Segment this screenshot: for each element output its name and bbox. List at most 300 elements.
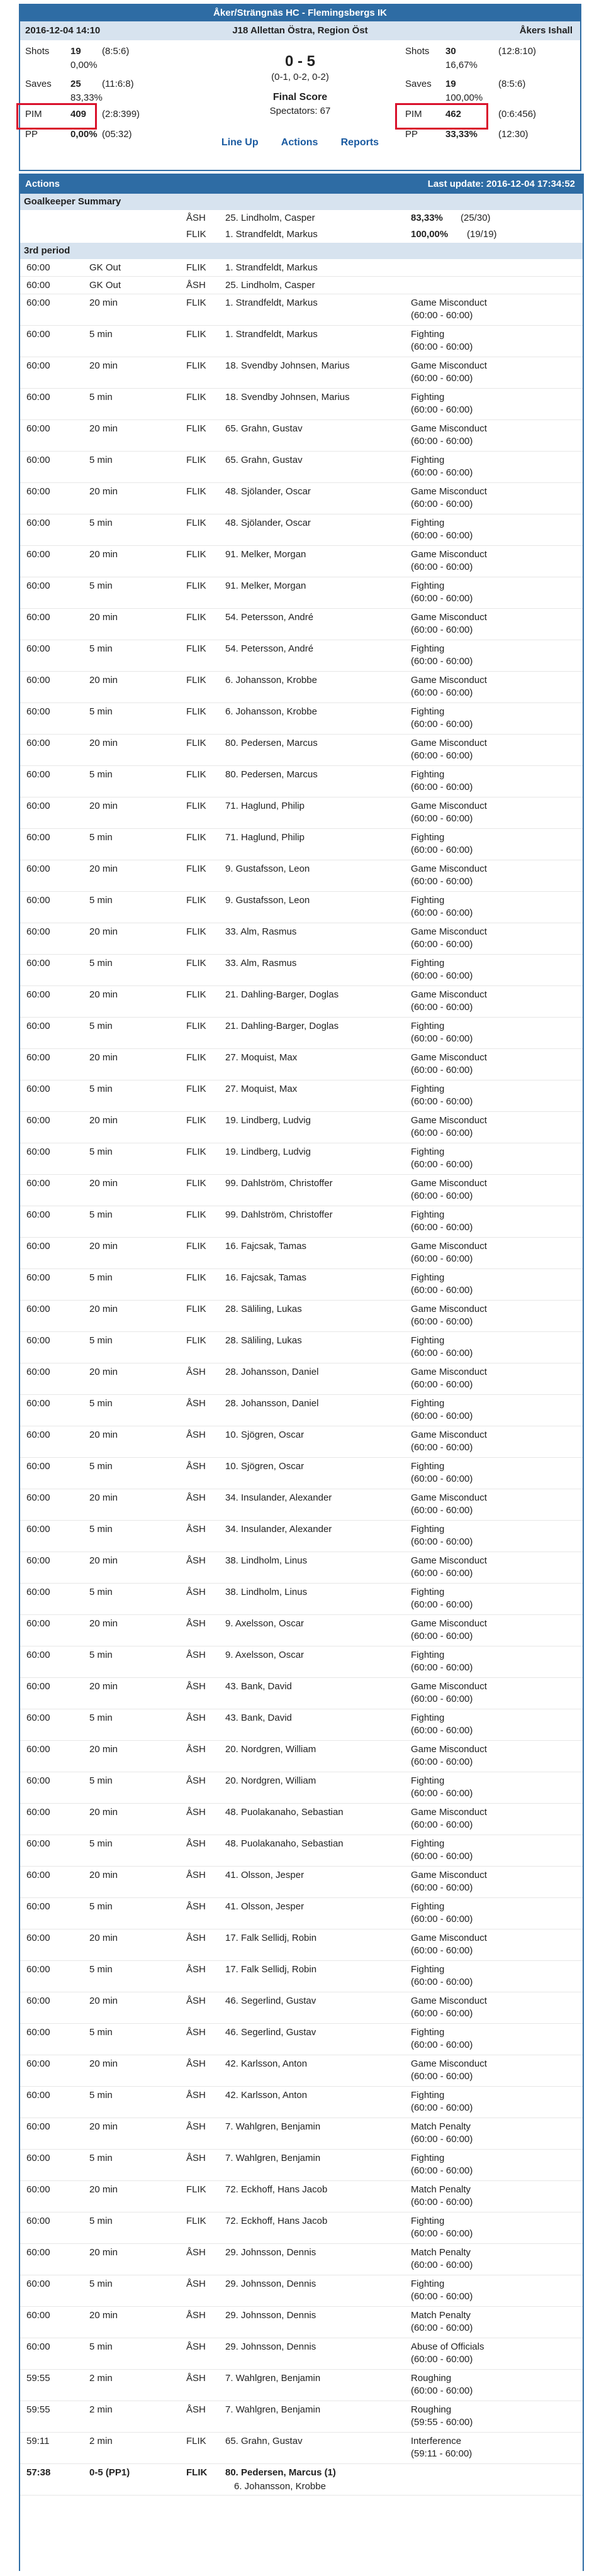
event-row xyxy=(20,1175,583,1206)
home-shots-label: Shots xyxy=(25,46,50,57)
event-type: 2 min xyxy=(89,2404,113,2415)
event-team: FLIK xyxy=(186,612,206,623)
event-team: FLIK xyxy=(186,518,206,528)
goal-score: 0-5 (PP1) xyxy=(89,2467,130,2478)
event-team: FLIK xyxy=(186,1115,206,1126)
event-row xyxy=(20,1584,583,1615)
event-player: 80. Pedersen, Marcus xyxy=(225,769,318,780)
event-penalty: Match Penalty xyxy=(411,2184,471,2195)
event-type: 5 min xyxy=(89,1713,113,1723)
away-saves-pct: 100,00% xyxy=(445,92,483,103)
event-type: GK Out xyxy=(89,280,121,291)
event-type: 20 min xyxy=(89,486,118,497)
event-penalty-time: (60:00 - 60:00) xyxy=(411,1662,473,1673)
event-time: 60:00 xyxy=(26,926,50,937)
event-penalty-time: (60:00 - 60:00) xyxy=(411,310,473,321)
event-team: FLIK xyxy=(186,1209,206,1220)
event-penalty: Fighting xyxy=(411,1272,445,1283)
event-penalty-time: (60:00 - 60:00) xyxy=(411,1536,473,1547)
home-saves-value: 25 xyxy=(70,79,81,89)
event-penalty: Fighting xyxy=(411,580,445,591)
event-time: 60:00 xyxy=(26,329,50,340)
event-team: ÅSH xyxy=(186,2404,206,2415)
event-time: 60:00 xyxy=(26,2216,50,2226)
event-player: 29. Johnsson, Dennis xyxy=(225,2310,316,2321)
event-row xyxy=(20,2433,583,2464)
event-row xyxy=(20,1489,583,1521)
event-time: 60:00 xyxy=(26,1996,50,2006)
event-player: 43. Bank, David xyxy=(225,1713,292,1723)
event-penalty: Game Misconduct xyxy=(411,1430,487,1440)
event-penalty: Fighting xyxy=(411,1524,445,1535)
event-type: 5 min xyxy=(89,1272,113,1283)
event-team: ÅSH xyxy=(186,2341,206,2352)
event-penalty: Game Misconduct xyxy=(411,549,487,560)
event-penalty-time: (60:00 - 60:00) xyxy=(411,908,473,918)
away-shots-value: 30 xyxy=(445,46,456,57)
event-team: ÅSH xyxy=(186,280,206,291)
event-penalty: Game Misconduct xyxy=(411,1115,487,1126)
event-player: 99. Dahlström, Christoffer xyxy=(225,1209,333,1220)
event-team: ÅSH xyxy=(186,1713,206,1723)
event-time: 60:00 xyxy=(26,2121,50,2132)
event-type: 2 min xyxy=(89,2373,113,2384)
event-time: 60:00 xyxy=(26,2058,50,2069)
event-row xyxy=(20,2212,583,2244)
event-penalty-time: (60:00 - 60:00) xyxy=(411,1002,473,1013)
event-type: 20 min xyxy=(89,2184,118,2195)
event-team: ÅSH xyxy=(186,1933,206,1943)
event-row xyxy=(20,2307,583,2338)
gk-save-pct: 83,33% xyxy=(411,213,443,223)
event-time: 60:00 xyxy=(26,832,50,843)
event-time: 59:55 xyxy=(26,2404,50,2415)
event-penalty: Game Misconduct xyxy=(411,1304,487,1314)
event-penalty-time: (60:00 - 60:00) xyxy=(411,1977,473,1987)
event-player: 17. Falk Sellidj, Robin xyxy=(225,1964,317,1975)
event-time: 60:00 xyxy=(26,958,50,969)
event-player: 27. Moquist, Max xyxy=(225,1052,298,1063)
event-time: 60:00 xyxy=(26,1084,50,1094)
event-penalty: Game Misconduct xyxy=(411,1933,487,1943)
event-type: 5 min xyxy=(89,1461,113,1472)
event-time: 59:55 xyxy=(26,2373,50,2384)
event-penalty-time: (60:00 - 60:00) xyxy=(411,1945,473,1956)
event-penalty-time: (60:00 - 60:00) xyxy=(411,2260,473,2270)
event-row xyxy=(20,1741,583,1772)
event-penalty-time: (60:00 - 60:00) xyxy=(411,593,473,604)
event-time: 60:00 xyxy=(26,2310,50,2321)
event-player: 21. Dahling-Barger, Doglas xyxy=(225,1021,339,1031)
event-time: 60:00 xyxy=(26,2247,50,2258)
event-type: 5 min xyxy=(89,832,113,843)
event-row xyxy=(20,2087,583,2118)
event-penalty-time: (60:00 - 60:00) xyxy=(411,845,473,855)
event-penalty-time: (60:00 - 60:00) xyxy=(411,813,473,824)
event-team: ÅSH xyxy=(186,1650,206,1660)
event-team: ÅSH xyxy=(186,2027,206,2038)
away-pp-label: PP xyxy=(405,129,418,140)
event-team: FLIK xyxy=(186,329,206,340)
event-penalty-time: (60:00 - 60:00) xyxy=(411,1819,473,1830)
event-row xyxy=(20,2275,583,2307)
away-shots-label: Shots xyxy=(405,46,430,57)
gk-saves-detail: (19/19) xyxy=(467,229,497,240)
event-team: ÅSH xyxy=(186,1524,206,1535)
event-type: 20 min xyxy=(89,926,118,937)
event-time: 60:00 xyxy=(26,1838,50,1849)
event-penalty: Fighting xyxy=(411,1146,445,1157)
event-type: 5 min xyxy=(89,895,113,906)
event-penalty: Game Misconduct xyxy=(411,1870,487,1880)
event-row xyxy=(20,1678,583,1709)
event-time: 60:00 xyxy=(26,1367,50,1377)
event-player: 27. Moquist, Max xyxy=(225,1084,298,1094)
event-penalty: Fighting xyxy=(411,958,445,969)
event-type: 5 min xyxy=(89,958,113,969)
away-saves-label: Saves xyxy=(405,79,432,89)
event-penalty: Match Penalty xyxy=(411,2310,471,2321)
event-row xyxy=(20,860,583,892)
event-player: 72. Eckhoff, Hans Jacob xyxy=(225,2184,328,2195)
event-team: FLIK xyxy=(186,2184,206,2195)
event-team: FLIK xyxy=(186,863,206,874)
event-type: 5 min xyxy=(89,1964,113,1975)
event-penalty-time: (60:00 - 60:00) xyxy=(411,1882,473,1893)
event-penalty-time: (60:00 - 60:00) xyxy=(411,1096,473,1107)
event-penalty: Fighting xyxy=(411,329,445,340)
event-type: 5 min xyxy=(89,1398,113,1409)
home-pp-time: (05:32) xyxy=(102,129,132,140)
event-team: FLIK xyxy=(186,926,206,937)
event-type: 5 min xyxy=(89,769,113,780)
event-row xyxy=(20,1143,583,1175)
event-type: 5 min xyxy=(89,329,113,340)
event-penalty-time: (60:00 - 60:00) xyxy=(411,1379,473,1390)
event-penalty-time: (60:00 - 60:00) xyxy=(411,1568,473,1579)
event-player: 28. Johansson, Daniel xyxy=(225,1398,319,1409)
goalkeeper-summary-heading: Goalkeeper Summary xyxy=(20,194,583,210)
event-time: 60:00 xyxy=(26,1901,50,1912)
event-row xyxy=(20,577,583,609)
event-time: 60:00 xyxy=(26,580,50,591)
gk-name: 25. Lindholm, Casper xyxy=(225,213,315,223)
event-penalty-time: (60:00 - 60:00) xyxy=(411,2385,473,2396)
event-player: 71. Haglund, Philip xyxy=(225,801,305,811)
event-time: 60:00 xyxy=(26,1146,50,1157)
scoreboard xyxy=(19,4,581,171)
last-update: Last update: 2016-12-04 17:34:52 xyxy=(427,179,575,189)
event-penalty-time: (60:00 - 60:00) xyxy=(411,1348,473,1358)
event-time: 60:00 xyxy=(26,1398,50,1409)
event-penalty-time: (60:00 - 60:00) xyxy=(411,1694,473,1704)
event-team: FLIK xyxy=(186,297,206,308)
away-shots-pct: 16,67% xyxy=(445,60,478,70)
event-team: ÅSH xyxy=(186,2247,206,2258)
event-player: 6. Johansson, Krobbe xyxy=(225,675,317,686)
event-row xyxy=(20,1867,583,1898)
event-team: FLIK xyxy=(186,738,206,748)
event-type: 20 min xyxy=(89,1870,118,1880)
event-team: ÅSH xyxy=(186,1870,206,1880)
reports-link[interactable]: Reports xyxy=(340,137,379,148)
goalkeeper-row xyxy=(20,210,583,226)
event-penalty-time: (60:00 - 60:00) xyxy=(411,1222,473,1233)
event-penalty: Fighting xyxy=(411,2279,445,2289)
event-row xyxy=(20,640,583,672)
event-row xyxy=(20,797,583,829)
event-type: 5 min xyxy=(89,706,113,717)
event-penalty: Fighting xyxy=(411,1335,445,1346)
event-player: 48. Puolakanaho, Sebastian xyxy=(225,1838,344,1849)
event-team: ÅSH xyxy=(186,1964,206,1975)
event-row xyxy=(20,1049,583,1080)
away-shots-split: (12:8:10) xyxy=(498,46,537,57)
event-penalty-time: (60:00 - 60:00) xyxy=(411,2165,473,2176)
event-row xyxy=(20,357,583,389)
event-penalty: Fighting xyxy=(411,706,445,717)
event-player: 7. Wahlgren, Benjamin xyxy=(225,2153,321,2163)
event-time: 60:00 xyxy=(26,706,50,717)
event-type: GK Out xyxy=(89,262,121,273)
away-pim-split: (0:6:456) xyxy=(498,109,537,119)
event-penalty: Game Misconduct xyxy=(411,1618,487,1629)
event-penalty-time: (60:00 - 60:00) xyxy=(411,1631,473,1641)
event-team: ÅSH xyxy=(186,1492,206,1503)
event-player: 91. Melker, Morgan xyxy=(225,549,306,560)
event-type: 20 min xyxy=(89,1115,118,1126)
event-penalty-time: (60:00 - 60:00) xyxy=(411,2197,473,2207)
event-penalty: Fighting xyxy=(411,2216,445,2226)
event-player: 65. Grahn, Gustav xyxy=(225,455,303,465)
home-shots-split: (8:5:6) xyxy=(102,46,130,57)
event-team: FLIK xyxy=(186,1304,206,1314)
event-row xyxy=(20,2024,583,2055)
event-player: 65. Grahn, Gustav xyxy=(225,423,303,434)
event-time: 60:00 xyxy=(26,1461,50,1472)
event-player: 43. Bank, David xyxy=(225,1681,292,1692)
event-time: 60:00 xyxy=(26,1681,50,1692)
event-penalty: Fighting xyxy=(411,1901,445,1912)
goal-assist: 6. Johansson, Krobbe xyxy=(234,2481,326,2492)
event-penalty: Game Misconduct xyxy=(411,486,487,497)
event-player: 72. Eckhoff, Hans Jacob xyxy=(225,2216,328,2226)
event-team: ÅSH xyxy=(186,1901,206,1912)
event-row xyxy=(20,1363,583,1395)
event-penalty-time: (60:00 - 60:00) xyxy=(411,1757,473,1767)
game-info-bar xyxy=(20,21,580,40)
event-row xyxy=(20,2181,583,2212)
event-row xyxy=(20,672,583,703)
event-player: 71. Haglund, Philip xyxy=(225,832,305,843)
event-penalty: Game Misconduct xyxy=(411,1555,487,1566)
event-player: 48. Sjölander, Oscar xyxy=(225,486,311,497)
event-time: 60:00 xyxy=(26,1524,50,1535)
event-row xyxy=(20,609,583,640)
event-team: ÅSH xyxy=(186,2121,206,2132)
away-saves-split: (8:5:6) xyxy=(498,79,526,89)
event-type: 20 min xyxy=(89,549,118,560)
event-type: 5 min xyxy=(89,1587,113,1597)
event-type: 20 min xyxy=(89,1430,118,1440)
event-team: FLIK xyxy=(186,360,206,371)
event-team: ÅSH xyxy=(186,2090,206,2101)
event-time: 60:00 xyxy=(26,643,50,654)
event-type: 20 min xyxy=(89,2247,118,2258)
event-team: ÅSH xyxy=(186,1430,206,1440)
event-type: 20 min xyxy=(89,1304,118,1314)
event-type: 20 min xyxy=(89,1807,118,1818)
event-penalty-time: (60:00 - 60:00) xyxy=(411,436,473,447)
event-team: FLIK xyxy=(186,1272,206,1283)
event-type: 20 min xyxy=(89,1178,118,1189)
event-penalty-time: (60:00 - 60:00) xyxy=(411,2228,473,2239)
event-penalty-time: (60:00 - 60:00) xyxy=(411,1253,473,1264)
away-pp-time: (12:30) xyxy=(498,129,528,140)
event-penalty-time: (60:00 - 60:00) xyxy=(411,656,473,667)
event-type: 20 min xyxy=(89,1367,118,1377)
event-penalty: Game Misconduct xyxy=(411,1681,487,1692)
event-penalty: Fighting xyxy=(411,1461,445,1472)
event-penalty-time: (60:00 - 60:00) xyxy=(411,782,473,792)
event-type: 20 min xyxy=(89,801,118,811)
event-penalty-time: (60:00 - 60:00) xyxy=(411,750,473,761)
home-saves-pct: 83,33% xyxy=(70,92,103,103)
event-penalty-time: (60:00 - 60:00) xyxy=(411,1316,473,1327)
event-type: 20 min xyxy=(89,1996,118,2006)
event-row xyxy=(20,829,583,860)
home-pp-label: PP xyxy=(25,129,38,140)
event-penalty-time: (59:55 - 60:00) xyxy=(411,2417,473,2428)
event-player: 29. Johnsson, Dennis xyxy=(225,2247,316,2258)
event-penalty-time: (60:00 - 60:00) xyxy=(411,625,473,635)
event-player: 9. Gustafsson, Leon xyxy=(225,863,310,874)
event-team: ÅSH xyxy=(186,2153,206,2163)
event-penalty-time: (60:00 - 60:00) xyxy=(411,876,473,887)
event-team: ÅSH xyxy=(186,2279,206,2289)
event-team: FLIK xyxy=(186,801,206,811)
event-penalty: Fighting xyxy=(411,2153,445,2163)
event-penalty-time: (60:00 - 60:00) xyxy=(411,499,473,509)
event-row xyxy=(20,389,583,420)
event-row xyxy=(20,2150,583,2181)
gk-saves-detail: (25/30) xyxy=(461,213,491,223)
event-time: 60:00 xyxy=(26,1775,50,1786)
event-time: 60:00 xyxy=(26,1209,50,1220)
event-penalty-time: (60:00 - 60:00) xyxy=(411,467,473,478)
gk-team: FLIK xyxy=(186,229,206,240)
event-penalty-time: (60:00 - 60:00) xyxy=(411,2323,473,2333)
event-penalty: Game Misconduct xyxy=(411,738,487,748)
event-penalty: Fighting xyxy=(411,1838,445,1849)
event-penalty: Roughing xyxy=(411,2373,452,2384)
event-row xyxy=(20,1080,583,1112)
event-penalty-time: (60:00 - 60:00) xyxy=(411,2134,473,2145)
event-player: 7. Wahlgren, Benjamin xyxy=(225,2373,321,2384)
event-team: FLIK xyxy=(186,675,206,686)
event-type: 5 min xyxy=(89,580,113,591)
event-row xyxy=(20,1961,583,1992)
event-team: ÅSH xyxy=(186,2058,206,2069)
event-penalty-time: (60:00 - 60:00) xyxy=(411,2040,473,2050)
event-type: 5 min xyxy=(89,2153,113,2163)
event-type: 5 min xyxy=(89,1084,113,1094)
event-penalty: Fighting xyxy=(411,1775,445,1786)
event-time: 60:00 xyxy=(26,1335,50,1346)
event-player: 91. Melker, Morgan xyxy=(225,580,306,591)
event-team: FLIK xyxy=(186,958,206,969)
event-row xyxy=(20,1709,583,1741)
event-team: ÅSH xyxy=(186,1461,206,1472)
event-row xyxy=(20,923,583,955)
event-time: 60:00 xyxy=(26,1052,50,1063)
event-penalty-time: (60:00 - 60:00) xyxy=(411,1505,473,1516)
event-team: FLIK xyxy=(186,706,206,717)
event-row xyxy=(20,2338,583,2370)
event-time: 60:00 xyxy=(26,895,50,906)
event-penalty: Fighting xyxy=(411,769,445,780)
event-player: 29. Johnsson, Dennis xyxy=(225,2341,316,2352)
event-type: 5 min xyxy=(89,1209,113,1220)
event-row xyxy=(20,1646,583,1678)
event-player: 20. Nordgren, William xyxy=(225,1744,316,1755)
event-row xyxy=(20,546,583,577)
event-row xyxy=(20,1206,583,1238)
event-penalty: Abuse of Officials xyxy=(411,2341,484,2352)
event-time: 60:00 xyxy=(26,423,50,434)
event-penalty: Fighting xyxy=(411,518,445,528)
event-row xyxy=(20,1269,583,1301)
event-row xyxy=(20,2401,583,2433)
event-penalty-time: (60:00 - 60:00) xyxy=(411,1914,473,1924)
event-row xyxy=(20,2244,583,2275)
event-penalty-time: (60:00 - 60:00) xyxy=(411,2354,473,2365)
event-row xyxy=(20,735,583,766)
event-row xyxy=(20,1018,583,1049)
actions-link[interactable]: Actions xyxy=(281,137,318,148)
event-team: FLIK xyxy=(186,895,206,906)
event-row xyxy=(20,1615,583,1646)
event-row xyxy=(20,1835,583,1867)
event-player: 9. Gustafsson, Leon xyxy=(225,895,310,906)
event-team: FLIK xyxy=(186,423,206,434)
event-row xyxy=(20,1395,583,1426)
away-pim-label: PIM xyxy=(405,109,422,119)
event-team: FLIK xyxy=(186,549,206,560)
event-penalty-time: (60:00 - 60:00) xyxy=(411,341,473,352)
line-up-link[interactable]: Line Up xyxy=(221,137,259,148)
goal-row xyxy=(20,2464,583,2496)
event-player: 1. Strandfeldt, Markus xyxy=(225,329,318,340)
event-penalty-time: (60:00 - 60:00) xyxy=(411,1033,473,1044)
event-team: FLIK xyxy=(186,262,206,273)
event-penalty-time: (60:00 - 60:00) xyxy=(411,970,473,981)
event-time: 60:00 xyxy=(26,863,50,874)
event-team: ÅSH xyxy=(186,2310,206,2321)
event-type: 20 min xyxy=(89,423,118,434)
event-player: 99. Dahlström, Christoffer xyxy=(225,1178,333,1189)
event-penalty: Fighting xyxy=(411,455,445,465)
event-type: 20 min xyxy=(89,2121,118,2132)
home-pim-split: (2:8:399) xyxy=(102,109,140,119)
event-type: 5 min xyxy=(89,455,113,465)
event-team: ÅSH xyxy=(186,1838,206,1849)
event-player: 65. Grahn, Gustav xyxy=(225,2436,303,2446)
event-row xyxy=(20,703,583,735)
event-type: 5 min xyxy=(89,1146,113,1157)
event-row xyxy=(20,1772,583,1804)
event-penalty: Game Misconduct xyxy=(411,1178,487,1189)
